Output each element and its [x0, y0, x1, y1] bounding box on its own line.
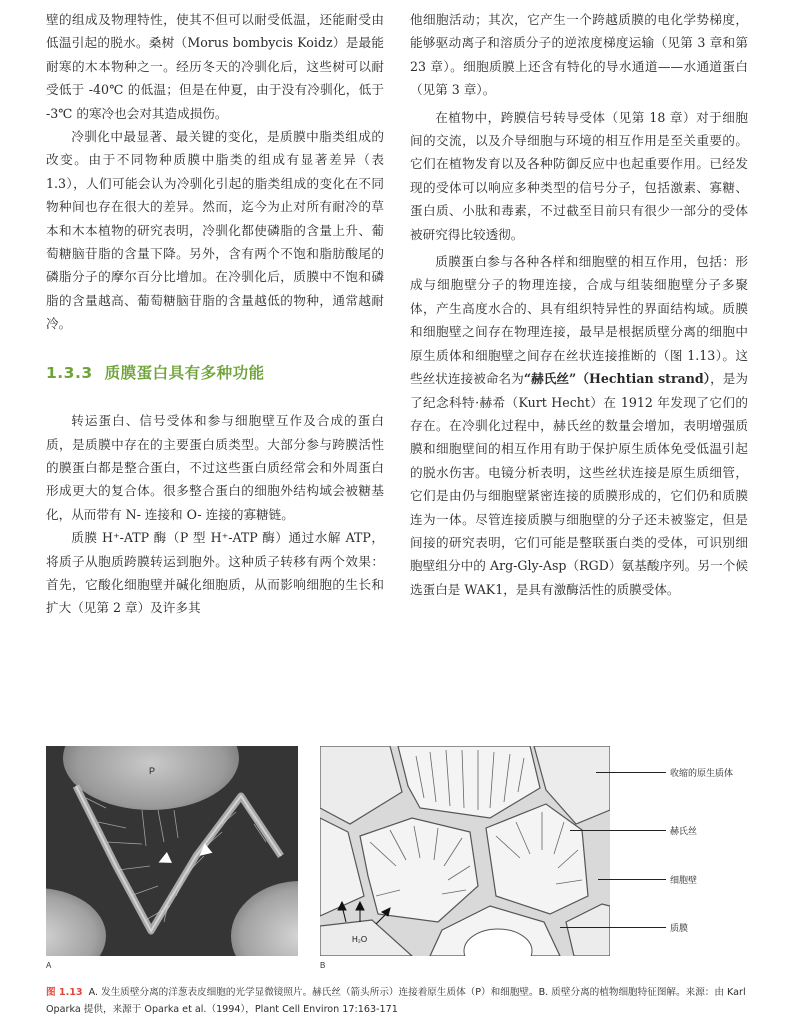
figure-caption [46, 985, 758, 1018]
left-paragraph-1: 壁的组成及物理特性，使其不但可以耐受低温，还能耐受由低温引起的脱水。桑树（Morus bombycis Koidz）是最能耐寒的木本物种之一。经历冬天的冷驯化后，这些树可以耐受低于 -40℃ 的低温；但是在仲夏，由于没有冷驯化，低于 -3℃ 的寒冷也会对其造成损伤。 [46, 12, 384, 121]
right-paragraph-3 [410, 250, 748, 601]
left-paragraph-3: 转运蛋白、信号受体和参与细胞壁互作及合成的蛋白质，是质膜中存在的主要蛋白质类型。大部分参与跨膜活性的膜蛋白都是整合蛋白，不过这些蛋白质经常会和外周蛋白形成更大的复合体。很多整合蛋白的细胞外结构域会被糖基化，从而带有 N- 连接和 O- 连接的寡糖链。 [46, 413, 384, 522]
hechtian-strand-term: “赫氏丝”（Hechtian strand） [523, 371, 711, 387]
caption-text: A. 发生质壁分离的洋葱表皮细胞的光学显微镜照片。赫氏丝（箭头所示）连接着原生质体（P）和细胞壁。B. 质壁分离的植物细胞特征图解。来源：由 Karl Oparka 提供，来源于 Oparka et al.（1994），Plant Cell Environ 17:163-171 [46, 987, 746, 1015]
label-shrunken-protoplast: 收缩的原生质体 [670, 769, 734, 779]
label-plasma-membrane: 质膜 [670, 924, 689, 934]
left-column [46, 8, 384, 620]
right-paragraph-3-start: 质膜蛋白参与各种各样和细胞壁的相互作用，包括：形成与细胞壁分子的物理连接，合成与组装细胞壁分子多聚体，产生高度水合的、具有组织特异性的界面结构域。质膜和细胞壁之间存在物理连接，最早是根据质壁分离的细胞中原生质体和细胞壁之间存在丝状连接推断的（图 1.13）。这些丝状连接被命名为 [410, 254, 748, 387]
right-paragraph-2: 在植物中，跨膜信号转导受体（见第 18 章）对于细胞间的交流，以及介导细胞与环境的相互作用是至关重要的。它们在植物发育以及各种防御反应中也起重要作用。已经发现的受体可以响应多种类型的信号分子，包括激素、寡糖、蛋白质、小肽和毒素，不过截至目前只有很少一部分的受体被研究得比较透彻。 [410, 109, 748, 242]
label-cell-wall: 细胞壁 [670, 876, 698, 886]
figure-panel-b-diagram [320, 746, 610, 956]
leader-line-plasma-membrane [560, 927, 666, 928]
label-hechtian-strand: 赫氏丝 [670, 827, 698, 837]
plasmolysis-diagram [320, 746, 610, 956]
panel-b-letter: B [320, 961, 326, 970]
right-paragraph-1: 他细胞活动；其次，它产生一个跨越质膜的电化学势梯度，能够驱动离子和溶质分子的逆浓度梯度运输（见第 3 章和第 23 章）。细胞质膜上还含有特化的导水通道——水通道蛋白（见第 3 章）。 [410, 12, 748, 98]
micrograph-image [46, 746, 298, 956]
right-paragraph-3-end: ，是为了纪念科特·赫希（Kurt Hecht）在 1912 年发现了它们的存在。在冷驯化过程中，赫氏丝的数量会增加，表明增强质膜和细胞壁间的相互作用有助于保护原生质体免受低温引起的脱水伤害。电镜分析表明，这些丝状连接是原生质细管，它们是由仍与细胞壁紧密连接的质膜形成的，它们仍和质膜连为一体。尽管连接质膜与细胞壁的分子还未被鉴定，但是间接的研究表明，它们可能是整联蛋白类的受体，可识别细胞壁组分中的 Arg-Gly-Asp（RGD）氨基酸序列。另一个候选蛋白是 WAK1，是具有激酶活性的质膜受体。 [410, 371, 749, 597]
figure-number: 图 1.13 [46, 987, 83, 998]
leader-line-hechtian [570, 830, 666, 831]
water-label: H₂O [352, 935, 368, 944]
section-heading [46, 362, 384, 385]
protoplast-p-label: P [149, 766, 156, 776]
section-title: 质膜蛋白具有多种功能 [104, 363, 265, 382]
left-paragraph-2: 冷驯化中最显著、最关键的变化，是质膜中脂类组成的改变。由于不同物种质膜中脂类的组成有显著差异（表 1.3），人们可能会认为冷驯化引起的脂类组成的变化在不同物种间也存在很大的差异。然而，迄今为止对所有耐冷的草本和木本植物的研究表明，冷驯化都使磷脂的含量上升、葡萄糖脑苷脂的含量下降。另外，含有两个不饱和脂肪酸尾的磷脂分子的摩尔百分比增加。在冷驯化后，质膜中不饱和磷脂的含量越高、葡萄糖脑苷脂的含量越低的物种，通常越耐冷。 [46, 129, 384, 332]
figure-panel-a-micrograph [46, 746, 298, 956]
section-number: 1.3.3 [46, 363, 93, 382]
leader-line-protoplast [596, 772, 666, 773]
leader-line-cell-wall [598, 879, 666, 880]
right-column [410, 8, 748, 601]
panel-a-letter: A [46, 961, 52, 970]
left-paragraph-4: 质膜 H⁺-ATP 酶（P 型 H⁺-ATP 酶）通过水解 ATP，将质子从胞质跨膜转运到胞外。这种质子转移有两个效果：首先，它酸化细胞壁并碱化细胞质，从而影响细胞的生长和扩大（见第 2 章）及许多其 [46, 530, 384, 616]
